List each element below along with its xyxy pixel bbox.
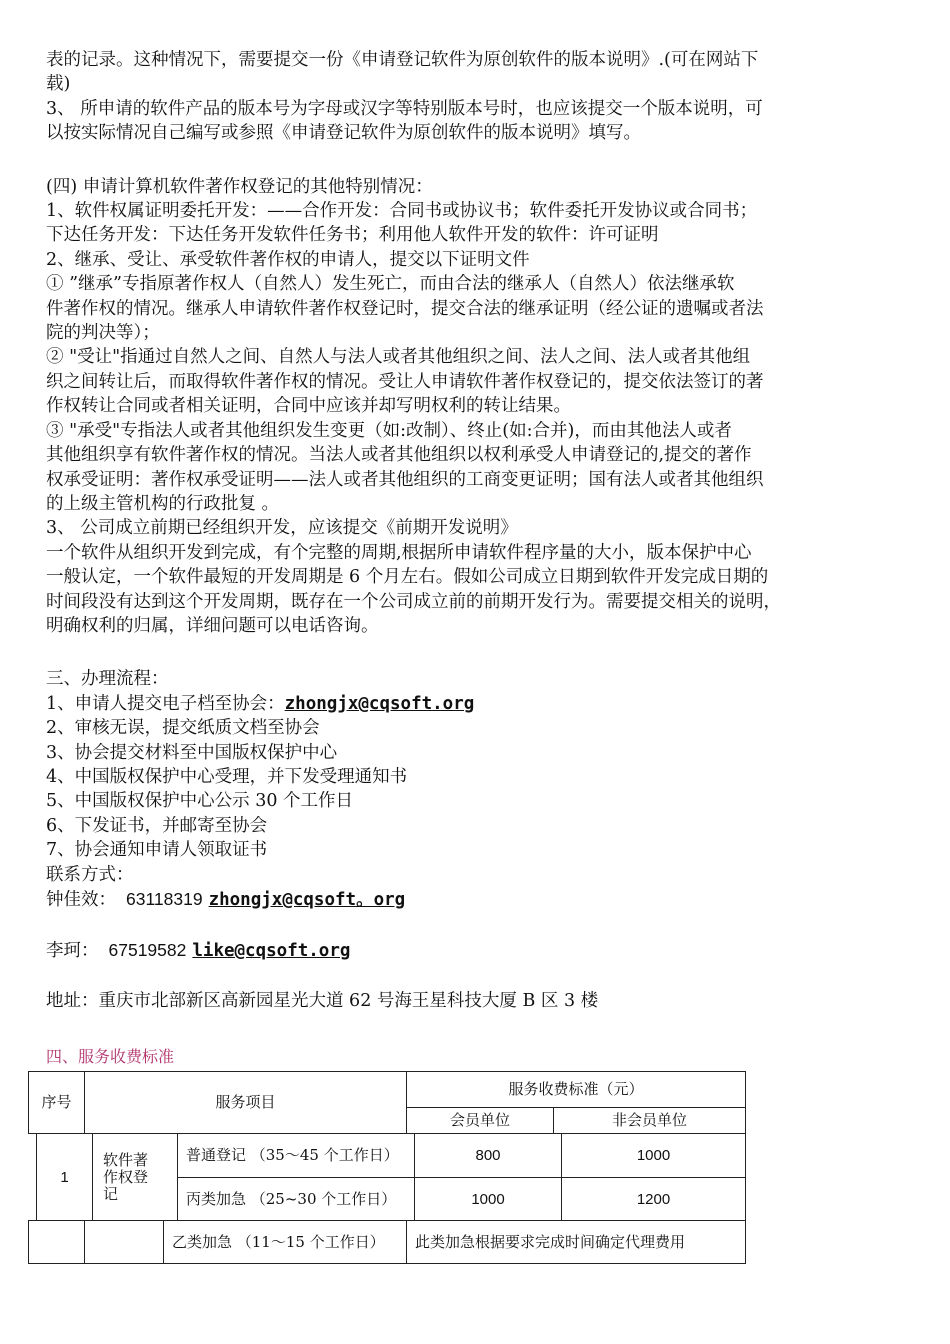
paragraph-line: 权承受证明：著作权承受证明——法人或者其他组织的工商变更证明；国有法人或者其他组织 [46,469,764,490]
email-link[interactable]: like@cqsoft.org [192,940,351,961]
paragraph-line: 载) [46,74,71,95]
header-item: 服务项目 [84,1071,407,1134]
fee-item: 乙类加急 （11～15 个工作日） [163,1220,407,1264]
process-step: 6、下发证书，并邮寄至协会 [46,815,268,836]
fee-table [28,1071,746,1264]
paragraph-line: 2、继承、受让、承受软件著作权的申请人，提交以下证明文件 [46,249,530,270]
header-member: 会员单位 [406,1107,554,1134]
process-step: 5、中国版权保护中心公示 30 个工作日 [46,791,354,812]
fee-member: 800 [414,1133,562,1178]
process-step-label: 1、申请人提交电子档至协会： [46,693,285,714]
spacer [46,638,908,667]
process-step: 7、协会通知申请人领取证书 [46,840,268,861]
spacer [46,963,908,987]
spacer [46,146,908,175]
section-heading: 三、办理流程： [46,669,169,690]
category-empty [84,1220,164,1264]
process-step [46,692,908,716]
paragraph-line: 一般认定，一个软件最短的开发周期是 6 个月左右。假如公司成立日期到软件开发完成日期的 [46,567,769,588]
header-non-member: 非会员单位 [553,1107,746,1134]
paragraph-line: 作权转让合同或者相关证明，合同中应该并却写明权利的转让结果。 [46,396,571,417]
spacer [46,912,908,936]
contact-name: 钟佳效： [46,890,116,910]
fee-item: 普通登记 （35～45 个工作日） [177,1133,415,1178]
paragraph-line: 件著作权的情况。继承人申请软件著作权登记时，提交合法的继承证明（经公证的遗嘱或者法 [46,298,764,319]
contact-phone: 63118319 [126,889,203,909]
email-link[interactable]: zhongjx@cqsoft.org [284,693,475,714]
paragraph-line: ② "受让"指通过自然人之间、自然人与法人或者其他组织之间、法人之间、法人或者其他组 [46,347,751,368]
fee-note: 此类加急根据要求完成时间确定代理费用 [406,1220,746,1264]
contact-person-2 [46,938,908,963]
row-index: 1 [36,1133,93,1221]
paragraph-line: 院的判决等）； [46,323,160,344]
category-cell: 软件著作权登记 [92,1133,178,1221]
process-step: 2、审核无误，提交纸质文档至协会 [46,718,320,739]
contact-name: 李珂： [46,940,99,961]
paragraph-line: 3、 所申请的软件产品的版本号为字母或汉字等特别版本号时，也应该提交一个版本说明，可 [46,98,763,119]
process-step: 4、中国版权保护中心受理，并下发受理通知书 [46,766,408,787]
header-fee: 服务收费标准（元） [406,1071,746,1108]
address: 地址：重庆市北部新区高新园星光大道 62 号海王星科技大厦 B 区 3 楼 [46,990,599,1011]
fee-non-member: 1000 [561,1133,746,1178]
paragraph-line: 一个软件从组织开发到完成，有个完整的周期,根据所申请软件程序量的大小，版本保护中心 [46,542,752,563]
document-body [46,48,908,1013]
paragraph-line: 时间段没有达到这个开发周期，既存在一个公司成立前的前期开发行为。需要提交相关的说明， [46,591,781,612]
fee-non-member: 1200 [561,1177,746,1221]
contact-heading: 联系方式： [46,864,134,885]
paragraph-line: 下达任务开发：下达任务开发软件任务书；利用他人软件开发的软件：许可证明 [46,225,659,246]
paragraph-line: 表的记录。这种情况下，需要提交一份《申请登记软件为原创软件的版本说明》.(可在网站下 [46,50,759,70]
paragraph-line: 1、软件权属证明委托开发：——合作开发：合同书或协议书；软件委托开发协议或合同书； [46,201,758,222]
paragraph-line: ③ "承受"专指法人或者其他组织发生变更（如:改制）、终止(如:合并)，而由其他法人或者 [46,420,732,441]
row-index-empty [28,1220,85,1264]
contact-person-1 [46,887,908,912]
process-step: 3、协会提交材料至中国版权保护中心 [46,742,338,763]
section-heading: (四) 申请计算机软件著作权登记的其他特别情况： [46,176,433,197]
fee-member: 1000 [414,1177,562,1221]
fee-item: 丙类加急 （25~30 个工作日） [177,1177,415,1221]
paragraph-line: 的上级主管机构的行政批复 。 [46,493,280,514]
email-link[interactable]: zhongjx@cqsoft。org [208,890,406,910]
header-index: 序号 [28,1071,85,1134]
paragraph-line: ① ”继承”专指原著作权人（自然人）发生死亡，而由合法的继承人（自然人）依法继承软 [46,274,735,295]
paragraph-line: 明确权利的归属，详细问题可以电话咨询。 [46,615,379,636]
paragraph-line: 3、 公司成立前期已经组织开发，应该提交《前期开发说明》 [46,518,518,539]
contact-phone: 67519582 [108,939,187,960]
paragraph-line: 以按实际情况自己编写或参照《申请登记软件为原创软件的版本说明》填写。 [46,123,641,144]
paragraph-line: 织之间转让后，而取得软件著作权的情况。受让人申请软件著作权登记的，提交依法签订的著 [46,371,764,392]
fee-section-title: 四、服务收费标准 [46,1047,175,1066]
paragraph-line: 其他组织享有软件著作权的情况。当法人或者其他组织以权利承受人申请登记的,提交的著作 [46,445,752,466]
